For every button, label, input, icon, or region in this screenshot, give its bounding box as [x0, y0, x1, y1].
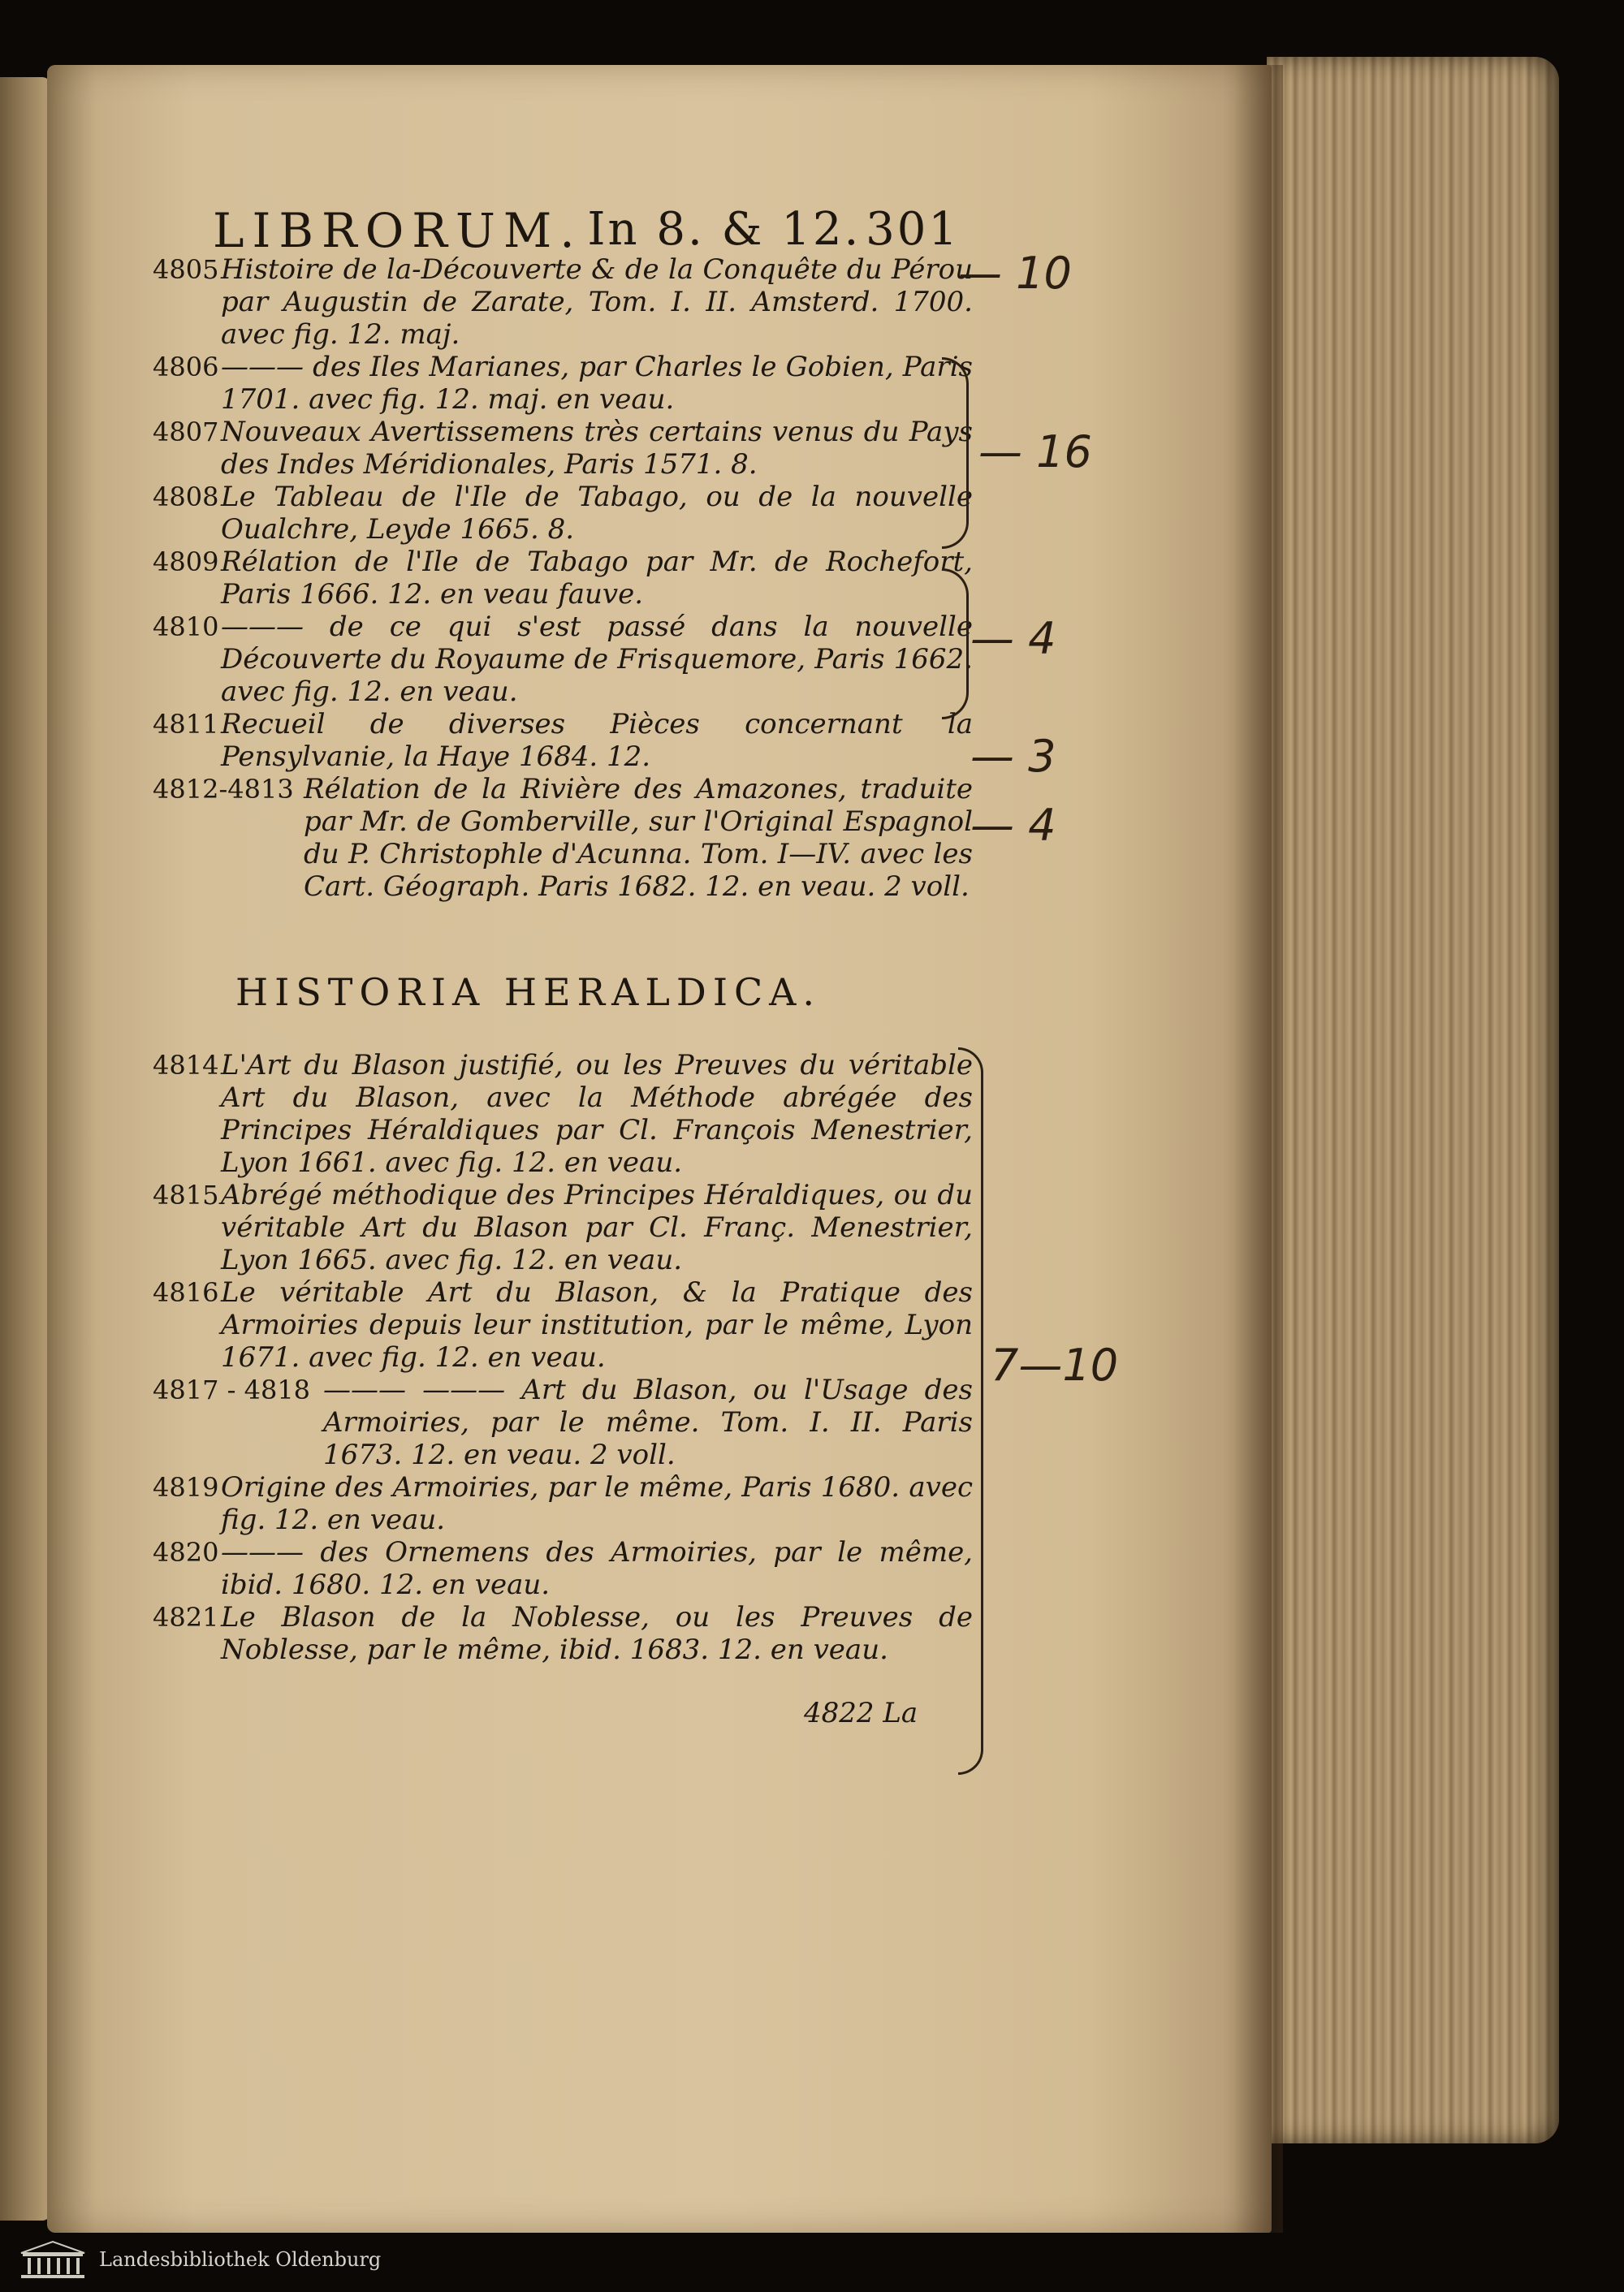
catalog-entry: [153, 1601, 973, 1666]
section-heading: HISTORIA HERALDICA.: [235, 970, 822, 1014]
entry-number: 4807: [153, 417, 219, 447]
catalog-entry: [153, 1179, 973, 1276]
catalog-entry: [153, 416, 973, 481]
entry-text: ——— des Ornemens des Armoiries, par le même, ibid. 1680. 12. en veau.: [221, 1536, 973, 1601]
catalog-entry: [153, 611, 973, 708]
catalog-entry: [153, 1049, 973, 1179]
handwritten-price-4a: — 4: [970, 613, 1056, 664]
bracket-4806-4808: [942, 357, 969, 549]
catalog-entry: [153, 1374, 973, 1471]
left-page-edge: [0, 77, 50, 2221]
header-title: LIBRORUM.: [213, 203, 583, 258]
library-footer: [0, 2227, 440, 2292]
entry-number: 4811: [153, 709, 219, 740]
entry-number: 4812-4813: [153, 774, 294, 805]
header-format: In 8. & 12.: [587, 203, 862, 256]
handwritten-price-4b: — 4: [970, 800, 1056, 851]
entry-number: 4810: [153, 611, 219, 642]
entry-number: 4815: [153, 1180, 219, 1211]
entry-number: 4817 - 4818: [153, 1375, 311, 1405]
library-building-icon: [18, 2238, 88, 2281]
entry-text: Le Blason de la Noblesse, ou les Preuves de Noblesse, par le même, ibid. 1683. 12. en veau.: [221, 1601, 973, 1666]
entry-number: 4808: [153, 481, 219, 512]
page-fore-edge: [1267, 57, 1559, 2143]
entry-number: 4809: [153, 546, 219, 577]
entry-text: Le Tableau de l'Ile de Tabago, ou de la nouvelle Oualchre, Leyde 1665. 8.: [221, 481, 973, 546]
handwritten-price-16: — 16: [978, 426, 1092, 477]
bracket-4814-4821: [958, 1047, 983, 1775]
entry-number: 4816: [153, 1277, 219, 1308]
entry-number: 4819: [153, 1472, 219, 1503]
catalog-entry: [153, 1536, 973, 1601]
entry-text: ——— des Iles Marianes, par Charles le Gobien, Paris 1701. avec fig. 12. maj. en veau.: [221, 351, 973, 416]
entry-number: 4805: [153, 254, 219, 285]
handwritten-price-10: — 10: [958, 248, 1072, 299]
entry-number: 4821: [153, 1602, 219, 1633]
library-name: Landesbibliothek Oldenburg: [99, 2248, 382, 2271]
entry-text: Origine des Armoiries, par le même, Paris 1680. avec fig. 12. en veau.: [221, 1471, 973, 1536]
entry-text: Le véritable Art du Blason, & la Pratique des Armoiries depuis leur institution, par le même, Lyon 1671. avec fig. 12. en veau.: [221, 1276, 973, 1374]
bracket-4809-4810: [942, 568, 969, 719]
catalog-entries-top: [153, 253, 973, 903]
catchword: 4822 La: [804, 1697, 918, 1729]
entry-text: ——— de ce qui s'est passé dans la nouvelle Découverte du Royaume de Frisquemore, Paris 1662. avec fig. 12. en veau.: [221, 611, 973, 708]
entry-text: Recueil de diverses Pièces concernant la Pensylvanie, la Haye 1684. 12.: [221, 708, 973, 773]
catalog-entry: [153, 708, 973, 773]
entry-text: Rélation de l'Ile de Tabago par Mr. de Rochefort, Paris 1666. 12. en veau fauve.: [221, 546, 973, 611]
catalog-entry: [153, 253, 973, 351]
catalog-entry: [153, 773, 973, 903]
entry-number: 4806: [153, 352, 219, 382]
catalog-entry: [153, 1276, 973, 1374]
page-number: 301: [866, 203, 960, 256]
catalog-entry: [153, 1471, 973, 1536]
entry-text: L'Art du Blason justifié, ou les Preuves du véritable Art du Blason, avec la Méthode abrégée des Principes Héraldiques par Cl. François Menestrier, Lyon 1661. avec fig. 12. en veau.: [221, 1049, 973, 1179]
entry-text: ——— ——— Art du Blason, ou l'Usage des Armoiries, par le même. Tom. I. II. Paris 1673. 12. en veau. 2 voll.: [323, 1374, 973, 1471]
catalog-entry: [153, 546, 973, 611]
handwritten-price-3: — 3: [970, 731, 1056, 782]
catalog-entry: [153, 351, 973, 416]
running-header: [213, 203, 960, 258]
catalog-entries-bottom: [153, 1049, 973, 1666]
gutter-shadow: [1234, 65, 1283, 2233]
entry-number: 4820: [153, 1537, 219, 1568]
entry-text: Rélation de la Rivière des Amazones, traduite par Mr. de Gomberville, sur l'Original Espagnol du P. Christophle d'Acunna. Tom. I—IV. avec les Cart. Géograph. Paris 1682. 12. en veau. 2 voll.: [304, 773, 973, 903]
handwritten-price-7-10: 7—10: [991, 1340, 1119, 1391]
entry-text: Histoire de la-Découverte & de la Conquête du Pérou par Augustin de Zarate, Tom. I. II. Amsterd. 1700. avec fig. 12. maj.: [221, 253, 973, 351]
entry-text: Nouveaux Avertissemens très certains venus du Pays des Indes Méridionales, Paris 1571. 8.: [221, 416, 973, 481]
entry-number: 4814: [153, 1050, 219, 1081]
catalog-entry: [153, 481, 973, 546]
entry-text: Abrégé méthodique des Principes Héraldiques, ou du véritable Art du Blason par Cl. Franç. Menestrier, Lyon 1665. avec fig. 12. en veau.: [221, 1179, 973, 1276]
